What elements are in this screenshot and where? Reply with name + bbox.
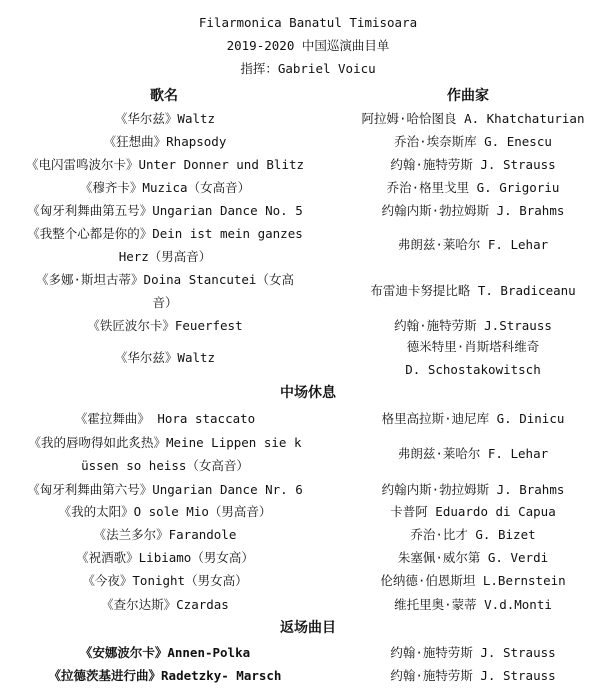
piece-title: 《查尔达斯》Czardas [101, 597, 229, 612]
composer-name: 约翰·施特劳斯 J. Strauss [390, 157, 556, 172]
piece-title: 《华尔兹》Waltz [114, 350, 216, 365]
composer-name: 德米特里·肖斯塔科维奇 [406, 339, 540, 354]
composer-name: 格里高拉斯·迪尼库 G. Dinicu [381, 411, 565, 426]
composer-name: 阿拉姆·哈恰图良 A. Khatchaturian [361, 111, 585, 126]
piece-title: 《拉德茨基进行曲》Radetzky- Marsch [48, 668, 282, 683]
conductor-line: 指挥：Gabriel Voicu [240, 61, 376, 76]
composer-name: 布雷迪卡努提比略 T. Bradiceanu [370, 283, 576, 298]
program-title: 2019-2020 中国巡演曲目单 [226, 38, 390, 53]
composer-name: 约翰·施特劳斯 J. Strauss [390, 645, 556, 660]
encore-heading: 返场曲目 [280, 620, 336, 636]
piece-title: 《我的唇吻得如此炙热》Meine Lippen sie k [28, 435, 302, 450]
composer-name: 约翰内斯·勃拉姆斯 J. Brahms [381, 482, 565, 497]
piece-title: 《匈牙利舞曲第六号》Ungarian Dance Nr. 6 [27, 482, 303, 497]
composer-name: 约翰·施特劳斯 J. Strauss [390, 668, 556, 683]
piece-title: 《铁匠波尔卡》Feuerfest [87, 318, 243, 333]
piece-title: 《我的太阳》O sole Mio（男高音） [58, 504, 272, 519]
piece-title: 《霍拉舞曲》 Hora staccato [74, 411, 256, 426]
composer-name: 弗朗兹·莱哈尔 F. Lehar [397, 446, 549, 461]
orchestra-name: Filarmonica Banatul Timisoara [198, 15, 418, 30]
piece-title: 《穆齐卡》Muzica（女高音） [79, 180, 251, 195]
composer-name: 乔治·埃奈斯库 G. Enescu [394, 134, 552, 149]
composer-name: 伦纳德·伯恩斯坦 L.Bernstein [380, 573, 566, 588]
piece-title: 《多娜·斯坦古蒂》Doina Stancutei（女高 [36, 272, 294, 287]
piece-title: 《我整个心都是你的》Dein ist mein ganzes [27, 226, 303, 241]
piece-title: 《匈牙利舞曲第五号》Ungarian Dance No. 5 [27, 203, 303, 218]
piece-title-cont: 音） [152, 295, 178, 310]
composer-name: 弗朗兹·莱哈尔 F. Lehar [397, 237, 549, 252]
composer-name: 卡普阿 Eduardo di Capua [390, 504, 556, 519]
column-header-piece: 歌名 [150, 88, 178, 104]
column-header-composer: 作曲家 [447, 88, 489, 104]
intermission-heading: 中场休息 [280, 385, 336, 401]
piece-title: 《电闪雷鸣波尔卡》Unter Donner und Blitz [25, 157, 305, 172]
piece-title-cont: üssen so heiss（女高音） [81, 458, 249, 473]
piece-title: 《祝酒歌》Libiamo（男女高） [76, 550, 254, 565]
piece-title-cont: Herz（男高音） [118, 249, 212, 264]
piece-title: 《安娜波尔卡》Annen-Polka [79, 645, 251, 660]
piece-title: 《法兰多尔》Farandole [93, 527, 237, 542]
composer-name: 维托里奥·蒙蒂 V.d.Monti [394, 597, 552, 612]
composer-name: 乔治·比才 G. Bizet [410, 527, 536, 542]
composer-name: 乔治·格里戈里 G. Grigoriu [386, 180, 560, 195]
composer-name-cont: D. Schostakowitsch [405, 362, 541, 377]
piece-title: 《狂想曲》Rhapsody [103, 134, 227, 149]
composer-name: 约翰·施特劳斯 J.Strauss [394, 318, 552, 333]
composer-name: 朱塞佩·威尔第 G. Verdi [397, 550, 549, 565]
piece-title: 《华尔兹》Waltz [114, 111, 216, 126]
piece-title: 《今夜》Tonight（男女高） [82, 573, 248, 588]
composer-name: 约翰内斯·勃拉姆斯 J. Brahms [381, 203, 565, 218]
